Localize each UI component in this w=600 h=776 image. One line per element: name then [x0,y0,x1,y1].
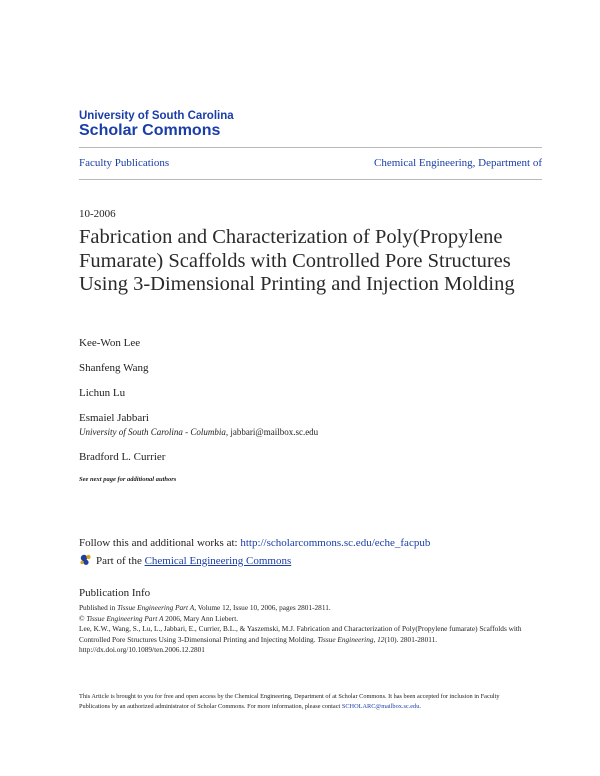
pubinfo-text: © [79,613,87,623]
notice-text: This Article is brought to you for free and open access by the Chemical Engineering, Department of at Scholar Commons. It has been accepted for inclusion in Faculty Publications by an authorized administrator of Scholar Commons. For more information, please contact [79,693,500,710]
repository-url-link[interactable]: http://scholarcommons.sc.edu/eche_facpub [240,537,431,549]
notice-text: . [419,702,421,710]
divider [79,147,542,148]
publication-date: 10-2006 [79,208,116,220]
repository-name[interactable]: Scholar Commons [79,122,221,139]
publication-info-heading: Publication Info [79,587,151,599]
journal-name: Tissue Engineering, 12 [317,634,385,644]
pubinfo-text: Published in [79,603,118,612]
more-authors-note: See next page for additional authors [79,476,177,483]
commons-link[interactable]: Chemical Engineering Commons [144,555,292,567]
citation-text: (10). 2801-28011. [384,634,438,644]
part-of-line [79,553,291,569]
part-of-prefix: Part of the [96,555,145,567]
author-name: Bradford L. Currier [79,451,166,463]
author-name: Shanfeng Wang [79,362,149,374]
doi-link[interactable]: http://dx.doi.org/10.1089/ten.2006.12.2801 [79,645,205,654]
department-link[interactable]: Chemical Engineering, Department of [374,157,542,169]
institution-name[interactable]: University of South Carolina [79,110,234,122]
article-title: Fabrication and Characterization of Poly(Propylene Fumarate) Scaffolds with Controlled Pore Structures Using 3-Dimensional Printing and Injection Molding [79,226,515,295]
follow-line [79,537,430,549]
pubinfo-text: 2006, Mary Ann Liebert. [163,613,239,623]
author-affiliation [79,427,318,437]
pubinfo-text: , Volume 12, Issue 10, 2006, pages 2801-2811. [194,603,331,612]
divider [79,179,542,180]
contact-email-link[interactable]: SCHOLARC@mailbox.sc.edu [341,702,420,710]
affiliation-text: University of South Carolina - Columbia [79,427,226,437]
publication-info [79,603,529,656]
access-notice [79,692,529,711]
author-email: , jabbari@mailbox.sc.edu [225,427,319,437]
follow-prefix: Follow this and additional works at: [79,537,241,549]
bepress-network-icon [79,553,92,569]
author-name: Kee-Won Lee [79,337,141,349]
author-name: Lichun Lu [79,387,126,399]
author-name: Esmaiel Jabbari [79,412,149,424]
collection-link[interactable]: Faculty Publications [79,157,170,169]
journal-name: Tissue Engineering Part A [117,603,195,612]
journal-name: Tissue Engineering Part A [86,613,164,623]
citation-text: Lee, K.W., Wang, S., Lu, L., Jabbari, E., Currier, B.L., & Yaszemski, M.J. Fabrication and Characterization of Poly(Propylene fumarate) Scaffolds with Controlled Pore Structures Using 3-Dimensional Printing and Injecting Molding. [79,624,522,644]
